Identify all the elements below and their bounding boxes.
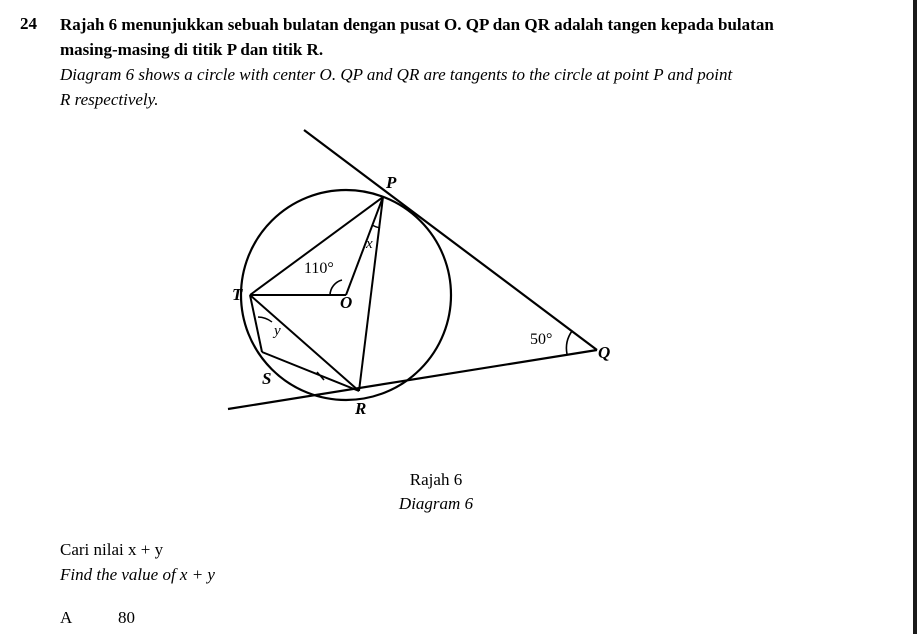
option-a-value[interactable]: 80 bbox=[118, 608, 135, 627]
label-r: R bbox=[355, 399, 367, 418]
circle-tangent-diagram bbox=[222, 122, 642, 422]
variable-y: y bbox=[274, 323, 281, 339]
caption-english: Diagram 6 bbox=[398, 494, 474, 513]
angle-arc-50 bbox=[566, 331, 572, 354]
question-text-english-line1: Diagram 6 shows a circle with center O. QP and QR are tangents to the circle at point P and point bbox=[60, 65, 733, 84]
caption-malay: Rajah 6 bbox=[409, 470, 463, 489]
variable-x: x bbox=[366, 236, 373, 252]
label-t: T bbox=[232, 285, 243, 304]
angle-label-110: 110° bbox=[304, 260, 334, 277]
question-text-malay-line2: masing-masing di titik P dan titik R. bbox=[60, 40, 324, 59]
label-p: P bbox=[386, 173, 397, 192]
label-o: O bbox=[340, 293, 353, 312]
ask-english: Find the value of x + y bbox=[60, 565, 215, 584]
ask-malay: Cari nilai x + y bbox=[60, 540, 164, 559]
question-text-english-line2: R respectively. bbox=[60, 90, 159, 109]
page-edge bbox=[913, 0, 917, 634]
angle-arc-y bbox=[258, 317, 272, 322]
option-a-letter[interactable]: A bbox=[60, 608, 73, 627]
label-q: Q bbox=[598, 343, 611, 362]
question-number: 24 bbox=[20, 14, 37, 33]
chord-pt bbox=[250, 197, 383, 295]
label-s: S bbox=[262, 369, 272, 388]
angle-label-50: 50° bbox=[530, 331, 553, 348]
chord-sr bbox=[262, 352, 359, 391]
question-text-malay-line1: Rajah 6 menunjukkan sebuah bulatan dengan pusat O. QP dan QR adalah tangen kepada bulatan bbox=[60, 15, 774, 34]
tangent-qp bbox=[304, 130, 597, 350]
